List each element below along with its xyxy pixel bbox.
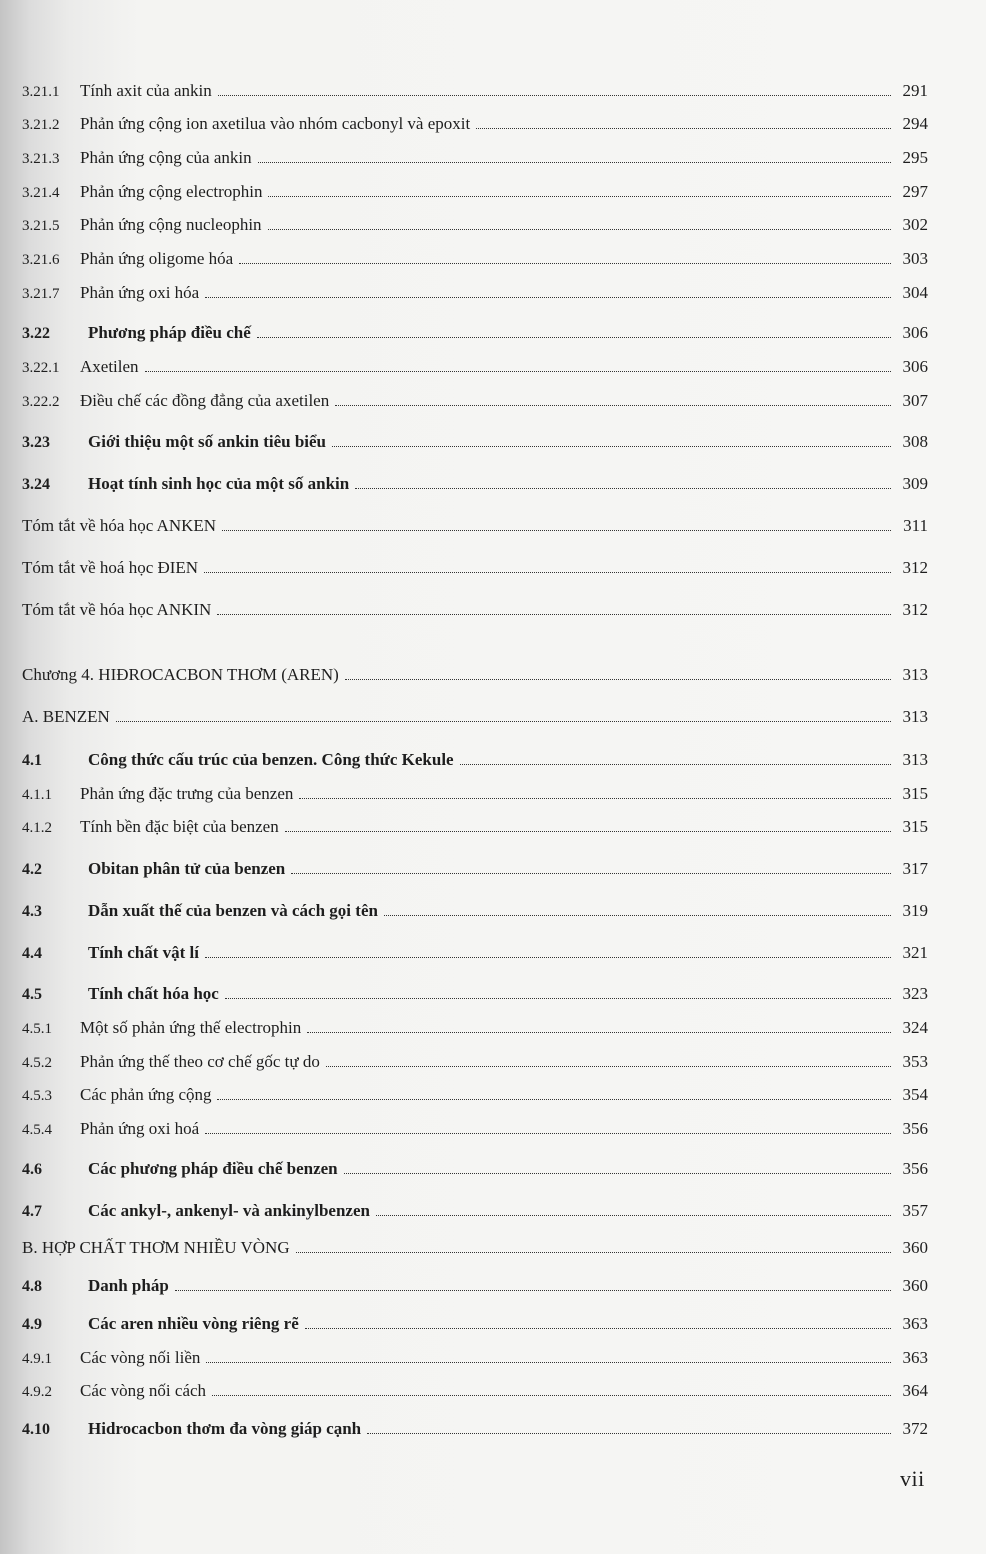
toc-entry-page: 313 [902,707,928,726]
toc-entry-title: Các phương pháp điều chế benzen [88,1159,338,1178]
toc-entry-number: 3.21.7 [22,286,60,302]
toc-entry [22,113,928,136]
toc-entry-page: 372 [902,1419,928,1438]
toc-entry-title: Hoạt tính sinh học của một số ankin [88,474,350,493]
toc-entry-number: 3.22.1 [22,360,60,376]
toc-entry-number: 4.3 [22,903,42,920]
toc-entry [22,664,928,686]
toc-entry-number: 3.23 [22,434,50,451]
toc-entry [22,1017,928,1040]
toc-entry-number: 3.24 [22,476,50,493]
dot-leader [239,263,891,264]
dot-leader [257,337,891,338]
dot-leader [299,798,891,799]
dot-leader [345,679,891,680]
toc-entry-page: 306 [902,357,928,376]
toc-entry-number: 3.22.2 [22,394,60,410]
toc-entry [22,80,928,103]
dot-leader [222,530,891,531]
toc-entry-title: Công thức cấu trúc của benzen. Công thức Kekule [88,750,454,769]
toc-entry [22,783,928,806]
toc-entry-page: 302 [902,215,928,234]
toc-entry-title: Tính chất vật lí [88,943,199,962]
toc-entry [22,858,928,881]
page-folio: vii [900,1466,925,1491]
dot-leader [332,446,891,447]
toc-entry [22,1051,928,1074]
toc-entry-title: Dẫn xuất thế của benzen và cách gọi tên [88,901,378,920]
toc-entry [22,900,928,923]
toc-entry [22,1237,928,1259]
toc-entry-title: Tóm tắt về hóa học ANKIN [22,600,212,619]
toc-entry [22,214,928,237]
toc-entry-title: Phản ứng cộng electrophin [80,182,263,201]
toc-entry-number: 4.5.1 [22,1021,52,1037]
dot-leader [212,1395,891,1396]
toc-entry-page: 353 [902,1052,928,1071]
dot-leader [204,572,891,573]
toc-entry-page: 323 [902,984,928,1003]
toc-entry [22,1380,928,1403]
toc-entry [22,1200,928,1223]
toc-entry-number: 4.9.1 [22,1351,52,1367]
toc-entry-number: 4.8 [22,1278,42,1295]
dot-leader [285,831,891,832]
toc-entry-page: 312 [902,600,928,619]
toc-entry-title: B. HỢP CHẤT THƠM NHIỀU VÒNG [22,1238,290,1257]
dot-leader [116,721,891,722]
toc-entry-page: 356 [902,1159,928,1178]
toc-entry [22,1158,928,1181]
toc-entry-page: 312 [902,558,928,577]
toc-entry-title: Tính chất hóa học [88,984,219,1003]
toc-entry-page: 357 [902,1201,928,1220]
dot-leader [376,1215,891,1216]
toc-entry-title: Tóm tắt về hóa học ANKEN [22,516,217,535]
toc-entry-page: 363 [902,1348,928,1367]
toc-entry-page: 307 [902,391,928,410]
toc-entry-number: 4.9 [22,1316,42,1333]
toc-entry-title: Phản ứng oxi hoá [80,1119,200,1138]
toc-entry-title: Phản ứng oligome hóa [80,249,234,268]
toc-entry [22,706,928,728]
toc-entry-number: 4.1.1 [22,787,52,803]
dot-leader [217,614,891,615]
toc-entry [22,322,928,345]
toc-entry [22,599,928,621]
toc-entry-number: 4.5 [22,986,42,1003]
dot-leader [217,1099,891,1100]
dot-leader [205,297,891,298]
toc-entry-title: Danh pháp [88,1276,169,1295]
toc-entry-number: 4.1 [22,752,42,769]
toc-entry [22,749,928,772]
toc-entry-title: Phản ứng thế theo cơ chế gốc tự do [80,1052,320,1071]
toc-entry-title: Một số phản ứng thế electrophin [80,1018,302,1037]
toc-entry-number: 4.5.2 [22,1055,52,1071]
toc-entry [22,557,928,579]
toc-entry-page: 324 [902,1018,928,1037]
toc-entry-title: Các ankyl-, ankenyl- và ankinylbenzen [88,1201,370,1220]
toc-entry-page: 304 [902,283,928,302]
toc-entry-page: 291 [902,81,928,100]
toc-entry-number: 4.9.2 [22,1384,52,1400]
toc-entry-page: 308 [902,432,928,451]
toc-entry [22,431,928,454]
dot-leader [355,488,891,489]
dot-leader [225,998,891,999]
dot-leader [367,1433,891,1434]
toc-entry [22,1118,928,1141]
toc-entry-page: 363 [902,1314,928,1333]
toc-entry-title: Các vòng nối cách [80,1381,207,1400]
dot-leader [476,128,891,129]
dot-leader [258,162,891,163]
toc-entry-title: A. BENZEN [22,707,110,726]
toc-entry [22,473,928,496]
toc-entry-number: 4.10 [22,1421,50,1438]
toc-entry [22,1347,928,1370]
toc-entry-number: 4.7 [22,1203,42,1220]
toc-entry-title: Tính bền đặc biệt của benzen [80,817,279,836]
toc-entry-page: 315 [902,784,928,803]
toc-entry-title: Giới thiệu một số ankin tiêu biểu [88,432,327,451]
dot-leader [268,196,891,197]
toc-entry-title: Hidrocacbon thơm đa vòng giáp cạnh [88,1419,362,1438]
toc-entry-page: 311 [903,516,928,535]
dot-leader [145,371,891,372]
toc-entry-page: 356 [902,1119,928,1138]
toc-entry [22,816,928,839]
toc-entry-title: Phản ứng oxi hóa [80,283,200,302]
toc-entry-title: Axetilen [80,357,139,376]
toc-entry-title: Phản ứng cộng ion axetilua vào nhóm cacbonyl và epoxit [80,114,471,133]
toc-entry-page: 319 [902,901,928,920]
dot-leader [460,764,891,765]
toc-entry-number: 3.21.5 [22,218,60,234]
dot-leader [335,405,891,406]
toc-entry-title: Điều chế các đồng đẳng của axetilen [80,391,330,410]
dot-leader [296,1252,891,1253]
toc-entry-number: 3.21.4 [22,185,60,201]
dot-leader [268,229,891,230]
toc-entry [22,1313,928,1336]
toc-entry-page: 360 [902,1276,928,1295]
toc-entry-number: 4.6 [22,1161,42,1178]
toc-entry-number: 4.1.2 [22,820,52,836]
toc-entry-number: 4.2 [22,861,42,878]
toc-entry-title: Các aren nhiều vòng riêng rẽ [88,1314,299,1333]
dot-leader [218,95,891,96]
toc-entry-page: 309 [902,474,928,493]
toc-entry-title: Phản ứng cộng của ankin [80,148,252,167]
dot-leader [384,915,891,916]
toc-entry-title: Tóm tắt về hoá học ĐIEN [22,558,199,577]
toc-entry [22,147,928,170]
toc-entry-page: 354 [902,1085,928,1104]
toc-entry-number: 3.21.6 [22,252,60,268]
toc-entry [22,181,928,204]
toc-entry-page: 297 [902,182,928,201]
toc-entry-title: Phản ứng đặc trưng của benzen [80,784,294,803]
toc-entry-page: 360 [902,1238,928,1257]
toc-entry [22,282,928,305]
dot-leader [307,1032,891,1033]
dot-leader [305,1328,891,1329]
toc-entry [22,356,928,379]
toc-entry-number: 3.21.1 [22,84,60,100]
dot-leader [205,1133,891,1134]
toc-entry-page: 306 [902,323,928,342]
toc-entry-title: Phản ứng cộng nucleophin [80,215,262,234]
toc-entry-page: 313 [902,750,928,769]
toc-entry-number: 4.5.3 [22,1088,52,1104]
toc-entry-title: Các vòng nối liền [80,1348,201,1367]
toc-entry-number: 4.5.4 [22,1122,52,1138]
toc-entry-page: 317 [902,859,928,878]
toc-entry [22,1275,928,1298]
dot-leader [344,1173,891,1174]
dot-leader [175,1290,891,1291]
toc-entry-page: 294 [902,114,928,133]
toc-entry-title: Chương 4. HIĐROCACBON THƠM (AREN) [22,665,339,684]
toc-entry-title: Phương pháp điều chế [88,323,251,342]
toc-entry-number: 3.21.3 [22,151,60,167]
toc-entry-title: Obitan phân tử của benzen [88,859,286,878]
toc-entry [22,390,928,413]
dot-leader [205,957,891,958]
toc-entry [22,983,928,1006]
toc-entry [22,942,928,965]
toc-entry [22,248,928,271]
dot-leader [291,873,891,874]
toc-entry-page: 295 [902,148,928,167]
toc-entry [22,1418,928,1441]
toc-entry-number: 3.22 [22,325,50,342]
toc-entry-page: 313 [902,665,928,684]
toc-entry-page: 364 [902,1381,928,1400]
toc-entry-number: 4.4 [22,945,42,962]
toc-entry-number: 3.21.2 [22,117,60,133]
toc-entry [22,1084,928,1107]
toc-entry-title: Tính axit của ankin [80,81,212,100]
toc-entry-page: 321 [902,943,928,962]
dot-leader [206,1362,891,1363]
toc-entry-page: 303 [902,249,928,268]
dot-leader [326,1066,891,1067]
toc-entry-page: 315 [902,817,928,836]
toc-entry [22,515,928,537]
toc-entry-title: Các phản ứng cộng [80,1085,212,1104]
